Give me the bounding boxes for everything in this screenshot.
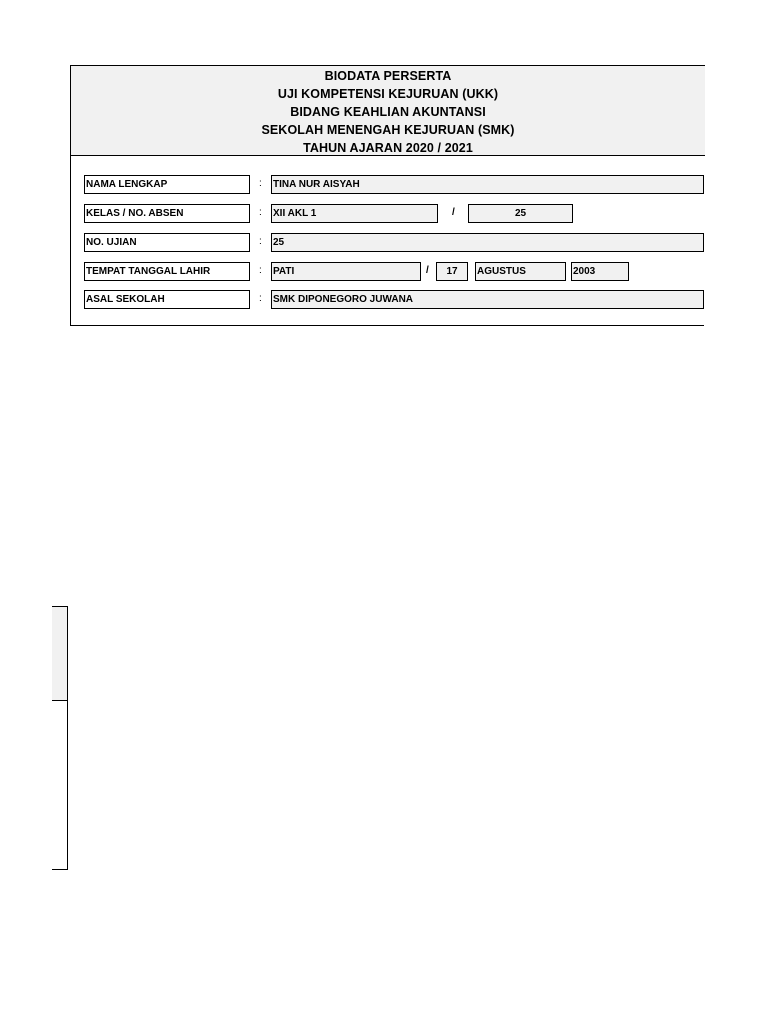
field-tahun-lahir[interactable]: 2003 [571,262,629,281]
biodata-header [71,65,705,156]
separator: : [259,236,262,247]
header-field: BIDANG KEAHLIAN AKUNTANSI [290,105,486,119]
label-tempat-tanggal-lahir: TEMPAT TANGGAL LAHIR [84,262,250,281]
separator: : [259,207,262,218]
biodata-sheet [70,65,705,326]
field-asal-sekolah[interactable]: SMK DIPONEGORO JUWANA [271,290,704,309]
slash-separator: / [426,265,429,276]
label-kelas-absen: KELAS / NO. ABSEN [84,204,250,223]
field-no-ujian[interactable]: 25 [271,233,704,252]
label-nama-lengkap: NAMA LENGKAP [84,175,250,194]
header-year: TAHUN AJARAN 2020 / 2021 [303,141,473,155]
header-exam: UJI KOMPETENSI KEJURUAN (UKK) [277,87,499,101]
field-tempat-lahir[interactable]: PATI [271,262,421,281]
slash-separator: / [452,207,455,218]
separator: : [259,265,262,276]
label-no-ujian: NO. UJIAN [84,233,250,252]
header-school-type: SEKOLAH MENENGAH KEJURUAN (SMK) [261,123,515,137]
separator: : [259,178,262,189]
field-tanggal-lahir[interactable]: 17 [436,262,468,281]
lower-frame-bottom-line [52,869,67,870]
field-kelas[interactable]: XII AKL 1 [271,204,438,223]
sheet-bottom-border [70,325,704,326]
lower-frame-shade [52,607,67,701]
separator: : [259,293,262,304]
lower-frame-bracket [52,606,68,870]
lower-frame-top-line [52,606,67,607]
field-bulan-lahir[interactable]: AGUSTUS [475,262,566,281]
field-no-absen[interactable]: 25 [468,204,573,223]
field-nama-lengkap[interactable]: TINA NUR AISYAH [271,175,704,194]
label-asal-sekolah: ASAL SEKOLAH [84,290,250,309]
header-title: BIODATA PERSERTA [324,69,452,83]
